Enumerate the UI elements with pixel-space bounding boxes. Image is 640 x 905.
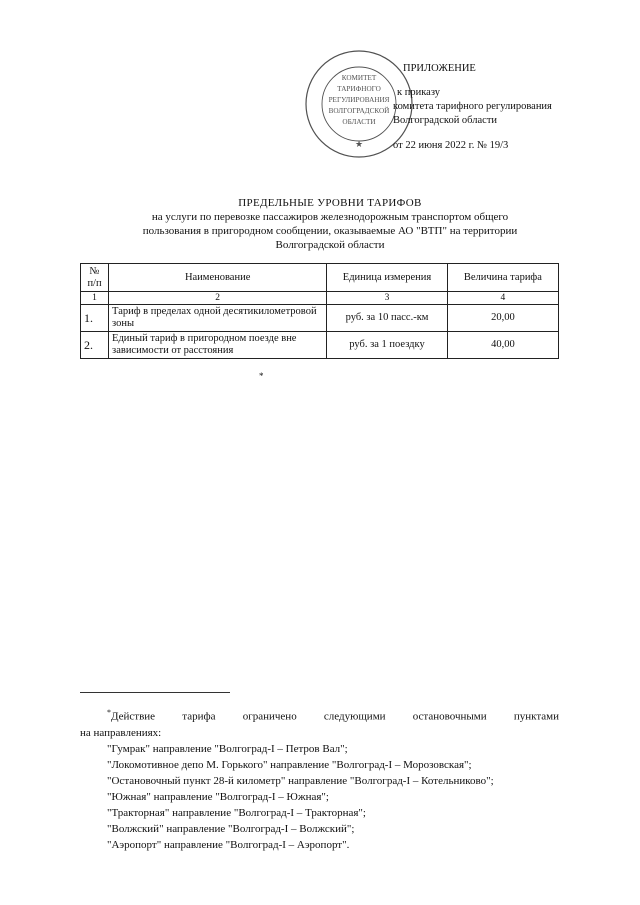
appendix-date-number: от 22 июня 2022 г. № 19/3 (393, 140, 509, 151)
footnote-list-item: "Локомотивное депо М. Горького" направление "Волгоград-I – Морозовская"; (107, 758, 472, 771)
column-number: 2 (109, 292, 327, 305)
row-unit: руб. за 1 поездку (327, 332, 448, 359)
row-value: 20,00 (447, 305, 558, 332)
table-row (81, 305, 559, 332)
footnote-intro-continued: на направлениях: (80, 726, 162, 739)
row-number: 2. (81, 332, 109, 359)
title-sub-line1: на услуги по перевозке пассажиров железнодорожным транспортом общего (151, 211, 509, 223)
footnote-divider (80, 692, 230, 693)
row-number: 1. (81, 305, 109, 332)
row-name: Единый тариф в пригородном поезде вне зависимости от расстояния (109, 332, 327, 359)
footnote-intro-text: Действие тарифа ограничено следующими остановочными пунктами (111, 710, 559, 723)
column-number-row (81, 292, 559, 305)
seal-text-line4: ВОЛГОГРАДСКОЙ (328, 107, 390, 115)
footnote-intro (80, 705, 559, 725)
seal-star-icon: ★ (354, 139, 364, 149)
row-value: 40,00 (447, 332, 558, 359)
footnote-reference-mark: * (259, 371, 264, 381)
title-sub-line2: пользования в пригородном сообщении, оказываемые АО "ВТП" на территории (142, 225, 518, 237)
row-name: Тариф в пределах одной десятикилометровой зоны (109, 305, 327, 332)
column-number: 3 (327, 292, 448, 305)
header-name: Наименование (109, 264, 327, 292)
appendix-title: ПРИЛОЖЕНИЕ (403, 63, 476, 74)
seal-text-line1: КОМИТЕТ (341, 74, 377, 82)
column-number: 1 (81, 292, 109, 305)
header-unit: Единица измерения (327, 264, 448, 292)
table-row (81, 332, 559, 359)
footnote (80, 705, 559, 853)
appendix-order-ref: к приказу (397, 87, 440, 98)
title-sub-line3: Волгоградской области (275, 239, 385, 251)
header-value: Величина тарифа (447, 264, 558, 292)
footnote-list-item: "Южная" направление "Волгоград-I – Южная"; (107, 790, 329, 803)
document-title (80, 196, 580, 252)
appendix-header (393, 62, 628, 153)
footnote-list-item: "Аэропорт" направление "Волгоград-I – Аэропорт". (107, 838, 350, 851)
footnote-list-item: "Гумрак" направление "Волгоград-I – Петров Вал"; (107, 742, 348, 755)
row-unit: руб. за 10 пасс.-км (327, 305, 448, 332)
column-number: 4 (447, 292, 558, 305)
appendix-committee: комитета тарифного регулирования (393, 101, 552, 112)
footnote-list-item: "Тракторная" направление "Волгоград-I – Тракторная"; (107, 806, 366, 819)
header-number: № п/п (81, 264, 109, 292)
title-main: ПРЕДЕЛЬНЫЕ УРОВНИ ТАРИФОВ (238, 197, 422, 209)
appendix-region: Волгоградской области (393, 115, 498, 126)
seal-text-line5: ОБЛАСТИ (342, 118, 376, 126)
tariff-table (80, 263, 559, 359)
footnote-list-item: "Волжский" направление "Волгоград-I – Волжский"; (107, 822, 355, 835)
footnote-list-item: "Остановочный пункт 28-й километр" направление "Волгоград-I – Котельниково"; (107, 774, 494, 787)
seal-text-line3: РЕГУЛИРОВАНИЯ (328, 96, 390, 104)
seal-text-line2: ТАРИФНОГО (337, 85, 381, 93)
footnote-marker: * (107, 708, 111, 717)
table-header-row (81, 264, 559, 292)
